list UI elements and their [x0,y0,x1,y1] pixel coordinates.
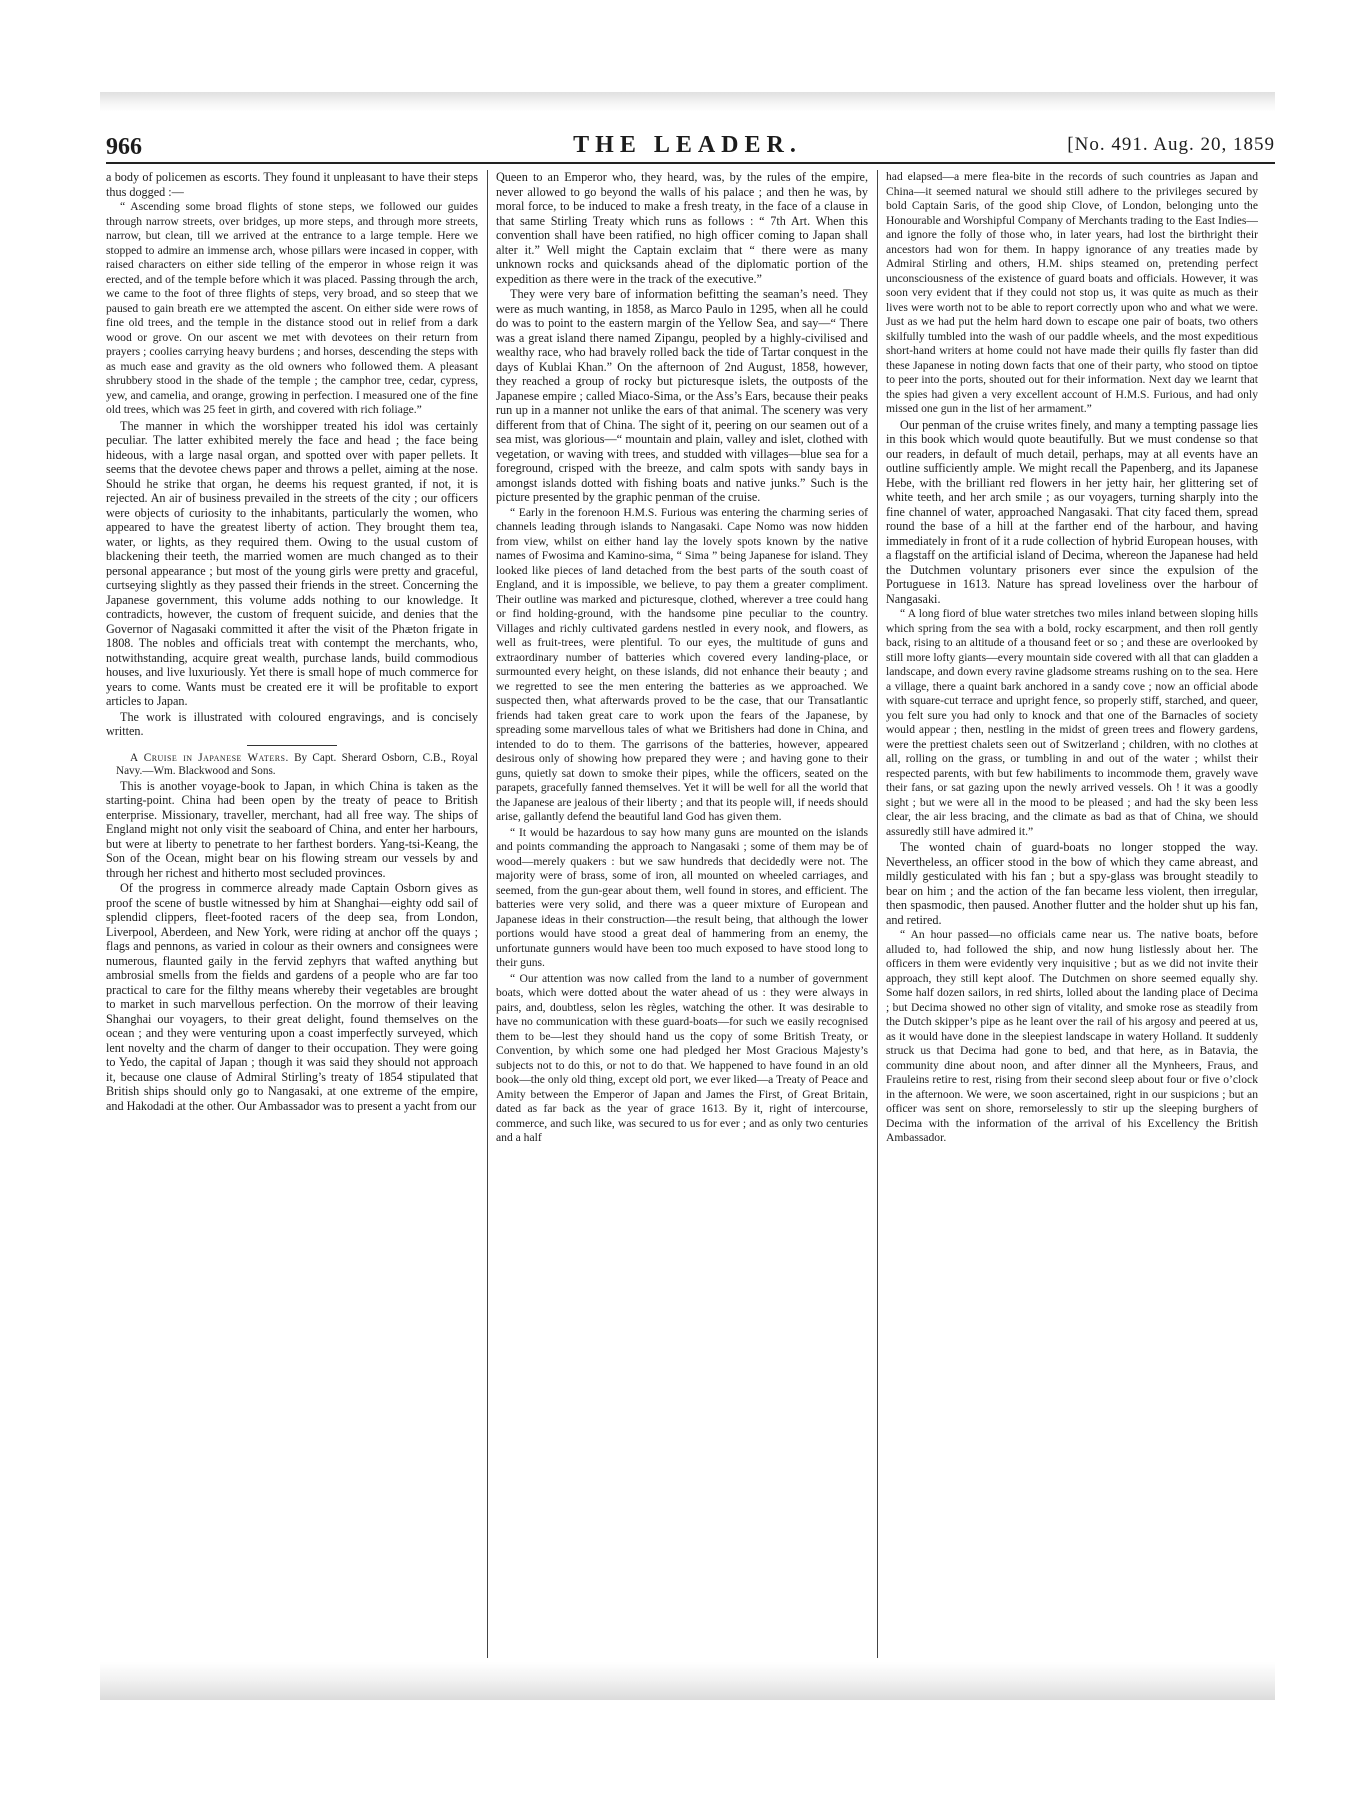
review-heading [106,752,478,778]
page-number: 966 [106,134,142,160]
paragraph: a body of policemen as escorts. They found it unpleasant to have their steps thus dogged :— [106,170,478,199]
header-rule [106,162,1275,164]
article-columns [106,170,1275,1658]
paragraph: They were very bare of information befitting the seaman’s need. They were as much wanting, in 1858, as Marco Paulo in 1295, when all he could do was to point to the eastern margin of the Yellow Sea, and say—“ There was a great island there named Zipangu, peopled by a highly-civilised and wealthy race, who had bravely rolled back the tide of Tartar conquest in the days of Kublai Khan.” On the afternoon of 2nd August, 1858, however, they reached a group of rocky but picturesque islets, the outposts of the Japanese empire ; called Miaco-Sima, or the Ass’s Ears, because their peaks run up in a manner not unlike the ears of that animal. The scenery was very different from that of China. The sight of it, peering on our seamen out of a sea mist, was glorious—“ mountain and plain, valley and islet, clothed with vegetation, or waving with trees, and studded with villages—blue sea for a foreground, crisped with the breeze, and calm spots with sandy bays in amongst islands dotted with fishing boats and native junks.” Such is the picture presented by the graphic penman of the cruise. [496,287,868,504]
scan-shadow-top [100,92,1275,112]
book-details: By Capt. Sherard Osborn, C.B., Royal Navy.—Wm. Blackwood and Sons. [116,751,478,777]
column-1 [106,170,478,1658]
paragraph: The work is illustrated with coloured engravings, and is concisely written. [106,709,478,738]
quoted-passage: “ Ascending some broad flights of stone steps, we followed our guides through narrow streets, over bridges, up more steps, and through more streets, narrow, but clean, till we arrived at the entrance to a large temple. Here we stopped to admire an immense arch, whose pillars were incased in copper, with raised characters on either side telling of the emperor in whose reign it was erected, and of the temple before which it was placed. Passing through the arch, we came to the foot of three flights of steps, very broad, and so steep that we paused to gain breath ere we attempted the ascent. On either side were rows of fine old trees, and the temple in the distance stood out in relief from a dark wood or grove. On our ascent we met with devotees on their return from prayers ; coolies carrying heavy burdens ; and horses, descending the steps with as much ease and gravity as the old owners who followed them. A pleasant shrubbery stood in the shade of the temple ; the camphor tree, cedar, cypress, yew, and camelia, and orange, growing in perfection. I measured one of the fine old trees, which was 25 feet in girth, and covered with rich foliage.” [106,200,478,416]
column-divider-1 [487,170,488,1658]
quoted-passage: had elapsed—a mere flea-bite in the records of such countries as Japan and China—it seemed natural we should still adhere to the privileges secured by bold Captain Saris, of the good ship Clove, of London, belonging unto the Honourable and Worshipful Company of Merchants trading to the East Indies—and ignore the folly of those who, in later years, had lost the birthright their ancestors had won for them. In happy ignorance of any treaties made by Admiral Stirling and others, H.M. ships steamed on, pretending perfect unconsciousness of the existence of guard boats and officials. However, it was soon very evident that if they could not stop us, it was quite as much as their lives were worth not to be able to report correctly upon who and what we were. Just as we had put the helm hard down to escape one pair of boats, two others skilfully tumbled into the wash of our paddle wheels, and the most expeditious short-hand writers at home could not have made their quills fly faster than did these Japanese in noting down facts that one of their party, who stood on tiptoe to peer into the ports, shouted out for their information. Next day we learnt that the spies had given a very excellent account of H.M.S. Furious, and had only missed one gun in the list of her armament.” [886,170,1258,415]
newspaper-page [100,128,1275,1658]
paragraph: Our penman of the cruise writes finely, and many a tempting passage lies in this book which would quote beautifully. But we must condense so that our readers, in default of much detail, perhaps, may at all events have an outline sufficiently ample. We might recall the Papenberg, and its Japanese Hebe, with the brilliant red flowers in her jetty hair, her glittering set of white teeth, and her arch smile ; as our voyagers, turning sharply into the fine channel of water, approached Nangasaki. That city faced them, spread round the base of a hill at the farther end of the harbour, and having immediately in front of it a rude collection of hybrid European houses, with a flagstaff on the artificial island of Decima, whereon the Japanese had held the Dutchmen voluntary prisoners ever since the expulsion of the Portuguese in 1613. Nature has spread loveliness over the harbour of Nangasaki. [886,417,1258,606]
section-divider [247,745,337,746]
paragraph: Of the progress in commerce already made Captain Osborn gives as proof the scene of bustle witnessed by him at Shanghai—eighty odd sail of splendid clippers, fleet-footed racers of the deep sea, from London, Liverpool, Aberdeen, and New York, were riding at anchor off the quays ; flags and pennons, as varied in colour as their owners and consignees were numerous, flaunted gaily in the fervid zephyrs that wafted anything but ambrosial smells from the fields and gardens of a people who are far too practical to care for the filthy means whereby their vegetables are brought to market in such marvellous perfection. On the morrow of their leaving Shanghai our voyagers, to their great delight, found themselves on the ocean ; and they were venturing upon a coast imperfectly surveyed, which lent novelty and the charm of danger to their occupation. They were going to Yedo, the capital of Japan ; though it was said they should not approach it, because one clause of Admiral Stirling’s treaty of 1854 stipulated that British ships should only go to Nangasaki, at one extreme of the empire, and Hakodadi at the other. Our Ambassador was to present a yacht from our [106,881,478,1113]
column-divider-2 [877,170,878,1658]
quoted-passage: “ A long fiord of blue water stretches two miles inland between sloping hills which spring from the sea with a bold, rocky escarpment, and then roll gently back, rising to an altitude of a thousand feet or so ; and these are overlooked by still more lofty giants—every mountain side covered with all that can gladden a landscape, and down every ravine gladsome streams rushing on to the sea. Here a village, there a quaint bark anchored in a sandy cove ; now an official abode with square-cut terrace and upright fence, so properly stiff, starched, and queer, you felt sure you had only to knock and that one of the Barnacles of society would appear ; then, nestling in the midst of green trees and flowery gardens, were the prettiest chalets seen out of Switzerland ; children, with no clothes at all, rolling on the grass, or tumbling in and out of the water ; whilst their respected parents, with but few habiliments to incommode them, gravely wave their fans, or sat gazing upon the newly arrived vessels. Oh ! it was a goodly sight ; but we were all in the mood to be pleased ; and had the sky been less clear, the air less bracing, and the climate as bad as that of China, we should assuredly still have admired it.” [886,607,1258,838]
quoted-passage: “ Early in the forenoon H.M.S. Furious was entering the charming series of channels leading through islands to Nangasaki. Cape Nomo was now hidden from view, whilst on either hand lay the lovely spots known by the native names of Fwosima and Kamino-sima, “ Sima ” being Japanese for island. They looked like pieces of land detached from the best parts of the south coast of England, and it is impossible, we believe, to pay them a greater compliment. Their outline was marked and picturesque, clothed, wherever a tree could hang or find holding-ground, with the handsome pine peculiar to the country. Villages and richly cultivated gardens nestled in every nook, and flowers, as well as fruit-trees, were plentiful. To our eyes, the multitude of guns and extraordinary number of batteries which covered every landing-place, or surmounted every height, on these islands, did not enhance their beauty ; and we regretted to see the men entering the batteries as we approached. We suspected then, what afterwards proved to be the case, that our Transatlantic friends had taken great care to work upon the fears of the Japanese, by spreading some marvellous tales of what we Britishers had done in China, and intended to do to them. The garrisons of the batteries, however, appeared desirous only of showing how prepared they were ; and having gone to their guns, quietly sat down to smoke their pipes, while the officers, seated on the parapets, gracefully fanned themselves. Yet it will be well for all the world that the Japanese are jealous of their liberty ; and that its people will, if needs should arise, gallantly defend the beautiful land God has given them. [496,505,868,823]
column-3 [886,170,1258,1658]
masthead-title: THE LEADER. [573,132,802,158]
paragraph: This is another voyage-book to Japan, in which China is taken as the starting-point. China had been open by the treaty of peace to British enterprise. Missionary, traveller, merchant, had all free way. The ships of England might not only visit the seaboard of China, and enter her harbours, but were at liberty to penetrate to her farthest borders. Yang-tsi-Keang, the Son of the Ocean, might bear on his flowing stream our vessels by and through her richest and hitherto most secluded provinces. [106,778,478,880]
scan-shadow-bottom [100,1662,1275,1700]
paragraph: The manner in which the worshipper treated his idol was certainly peculiar. The latter exhibited merely the face and head ; the face being hideous, with a large nasal organ, and spotted over with paper pellets. It seems that the devotee chews paper and throws a pellet, aiming at the nose. Should he strike that organ, he deems his request granted, if not, it is rejected. An air of business prevailed in the streets of the city ; our officers were objects of curiosity to the inhabitants, particularly the women, who appeared to have the greatest liberty of action. They brought them tea, water, or lights, as they required them. Owing to the usual custom of blackening their teeth, the married women are much changed as to their personal appearance ; but most of the young girls were pretty and graceful, curtseying slightly as they passed their friends in the street. Concerning the Japanese government, this volume adds nothing to our knowledge. It contradicts, however, the custom of frequent suicide, and denies that the Governor of Nagasaki committed it after the visit of the Phæton frigate in 1808. The nobles and officials treat with contempt the merchants, who, notwithstanding, acquire great wealth, purchase lands, build commodious houses, and live luxuriously. Yet there is small hope of much commerce for years to come. Wants must be created ere it will be profitable to export articles to Japan. [106,418,478,708]
column-2 [496,170,868,1658]
quoted-passage: “ It would be hazardous to say how many guns are mounted on the islands and points commanding the approach to Nangasaki ; some of them may be of wood—merely quakers : but we saw hundreds that decidedly were not. The majority were of brass, some of iron, all mounted on wheeled carriages, and seemed, from the gun-gear about them, well found in stores, and efficient. The batteries were very solid, and there was a queer mixture of European and Japanese ideas in their construction—the result being, that although the lower portions would have stood a great deal of hammering from an enemy, the unfortunate gunners would have been too much exposed to have stood long to their guns. [496,825,868,969]
paragraph: Queen to an Emperor who, they heard, was, by the rules of the empire, never allowed to go beyond the walls of his palace ; and then he was, by moral force, to be induced to make a fresh treaty, in the face of a clause in that same Stirling Treaty which runs as follows : “ 7th Art. When this convention shall have been ratified, no high officer coming to Japan shall alter it.” Well might the Captain exclaim that “ there were as many unknown rocks and quicksands ahead of the diplomatic portion of the expedition as there were in the track of the executive.” [496,170,868,286]
quoted-passage: “ An hour passed—no officials came near us. The native boats, before alluded to, had followed the ship, and now hung listlessly about her. The officers in them were evidently very inquisitive ; but as we did not invite their approach, they still kept aloof. The Dutchmen on shore seemed equally shy. Some half dozen sailors, in red shirts, lolled about the landing place of Decima ; but Decima showed no other sign of vitality, and smoke rose as steadily from the Dutch skipper’s pipe as he leant over the rail of his argosy and peered at us, as it would have done in the sleepiest landscape in watery Holland. It suddenly struck us that Decima had gone to bed, and that here, as in Batavia, the community dine about noon, and after dinner all the Mynheers, Fraus, and Frauleins retire to rest, rising from their second sleep about four or five o’clock in the afternoon. We were, we soon ascertained, right in our suspicions ; but an officer was sent on shore, remorselessly to stir up the sleeping burghers of Decima with the information of the arrival of his Excellency the British Ambassador. [886,928,1258,1144]
quoted-passage: “ Our attention was now called from the land to a number of government boats, which were dotted about the water ahead of us : they were always in pairs, and, doubtless, selon les règles, watching the other. It was desirable to have no communication with these guard-boats—for such we easily recognised them to be—lest they should hand us the copy of some British Treaty, or Convention, by which some one had pledged her Most Gracious Majesty’s subjects not to do this, or not to do that. We happened to have found in an old book—the only old thing, except old port, we ever liked—a Treaty of Peace and Amity between the Emperor of Japan and James the First, of Great Britain, dated as far back as the year of grace 1613. By it, right of intercourse, commerce, and such like, was secured to us for ever ; and as only two centuries and a half [496,971,868,1144]
paragraph: The wonted chain of guard-boats no longer stopped the way. Nevertheless, an officer stood in the bow of which they came abreast, and mildly gesticulated with his fan ; but a spy-glass was brought steadily to bear on him ; and the action of the fan became less violent, then irregular, then spasmodic, then paused. Another flutter and the holder shut up his fan, and retired. [886,840,1258,927]
book-title: A Cruise in Japanese Waters. [130,751,289,764]
issue-date: [No. 491. Aug. 20, 1859 [1067,134,1275,155]
page-header [100,128,1275,164]
